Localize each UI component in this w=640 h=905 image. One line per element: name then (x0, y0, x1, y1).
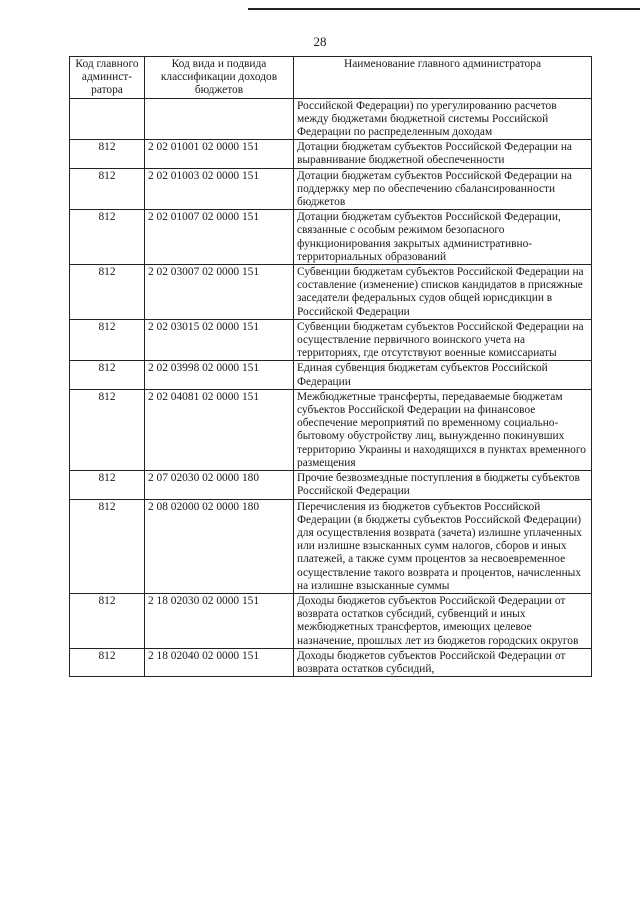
top-rule (248, 8, 640, 10)
table-row (70, 361, 592, 389)
cell-kbk: 2 02 01003 02 0000 151 (145, 168, 294, 210)
cell-admin-code: 812 (70, 319, 145, 361)
cell-admin-name: Межбюджетные трансферты, передаваемые бюджетам субъектов Российской Федерации на финансовое обеспечение мероприятий по временному социально-бытовому обустройству лиц, вынужденно покинувших территорию Украины и находящихся в пунктах временного размещения (294, 389, 592, 470)
cell-admin-code: 812 (70, 593, 145, 648)
page-number: 28 (313, 34, 327, 49)
cell-kbk: 2 02 03015 02 0000 151 (145, 319, 294, 361)
header-row (70, 57, 592, 99)
table-row (70, 210, 592, 265)
cell-kbk: 2 08 02000 02 0000 180 (145, 499, 294, 593)
cell-admin-name: Субвенции бюджетам субъектов Российской Федерации на составление (изменение) списков кандидатов в присяжные заседатели федеральных судов общей юрисдикции в Российской Федерации (294, 265, 592, 320)
cell-kbk: 2 02 04081 02 0000 151 (145, 389, 294, 470)
table-row (70, 265, 592, 320)
table-row (70, 389, 592, 470)
cell-admin-name: Субвенции бюджетам субъектов Российской Федерации на осуществление первичного воинского учета на территориях, где отсутствуют военные комиссариаты (294, 319, 592, 361)
cell-admin-code: 812 (70, 648, 145, 676)
cell-admin-name: Доходы бюджетов субъектов Российской Федерации от возврата остатков субсидий, (294, 648, 592, 676)
cell-admin-code: 812 (70, 210, 145, 265)
cell-admin-name: Дотации бюджетам субъектов Российской Федерации на поддержку мер по обеспечению сбалансированности бюджетов (294, 168, 592, 210)
cell-admin-name: Перечисления из бюджетов субъектов Российской Федерации (в бюджеты субъектов Российской Федерации) для осуществления возврата (зачета) излишне уплаченных или излишне взысканных сумм налогов, сборов и иных платежей, а также сумм процентов за несвоевременное осуществление такого возврата и процентов, начисленных на излишне взысканные суммы (294, 499, 592, 593)
header-admin-code: Код главного админист-ратора (70, 57, 145, 99)
cell-admin-name: Дотации бюджетам субъектов Российской Федерации, связанные с особым режимом безопасного функционирования закрытых административно-территориальных образований (294, 210, 592, 265)
table-body (70, 98, 592, 677)
table-row (70, 593, 592, 648)
cell-admin-code: 812 (70, 140, 145, 168)
cell-admin-code: 812 (70, 471, 145, 499)
cell-admin-name: Российской Федерации) по урегулированию расчетов между бюджетами бюджетной системы Российской Федерации по распределенным доходам (294, 98, 592, 140)
cell-admin-code: 812 (70, 168, 145, 210)
cell-admin-name: Единая субвенция бюджетам субъектов Российской Федерации (294, 361, 592, 389)
cell-kbk: 2 02 03007 02 0000 151 (145, 265, 294, 320)
cell-admin-name: Доходы бюджетов субъектов Российской Федерации от возврата остатков субсидий, субвенций и иных межбюджетных трансфертов, имеющих целевое назначение, прошлых лет из бюджетов городских округов (294, 593, 592, 648)
cell-admin-code: 812 (70, 265, 145, 320)
cell-kbk: 2 02 01001 02 0000 151 (145, 140, 294, 168)
header-admin-name: Наименование главного администратора (294, 57, 592, 99)
table-row (70, 471, 592, 499)
cell-admin-name: Дотации бюджетам субъектов Российской Федерации на выравнивание бюджетной обеспеченности (294, 140, 592, 168)
cell-kbk: 2 18 02040 02 0000 151 (145, 648, 294, 676)
cell-admin-code: 812 (70, 389, 145, 470)
table-row (70, 499, 592, 593)
table-row (70, 98, 592, 140)
cell-kbk (145, 98, 294, 140)
table-row (70, 319, 592, 361)
table-row (70, 140, 592, 168)
cell-kbk: 2 02 03998 02 0000 151 (145, 361, 294, 389)
cell-admin-code (70, 98, 145, 140)
cell-admin-code: 812 (70, 499, 145, 593)
budget-revenue-table (69, 56, 592, 677)
cell-admin-name: Прочие безвозмездные поступления в бюджеты субъектов Российской Федерации (294, 471, 592, 499)
cell-kbk: 2 18 02030 02 0000 151 (145, 593, 294, 648)
table-header (70, 57, 592, 99)
cell-kbk: 2 02 01007 02 0000 151 (145, 210, 294, 265)
cell-admin-code: 812 (70, 361, 145, 389)
table-row (70, 168, 592, 210)
cell-kbk: 2 07 02030 02 0000 180 (145, 471, 294, 499)
header-kbk: Код вида и подвида классификации доходов бюджетов (145, 57, 294, 99)
table-row (70, 648, 592, 676)
